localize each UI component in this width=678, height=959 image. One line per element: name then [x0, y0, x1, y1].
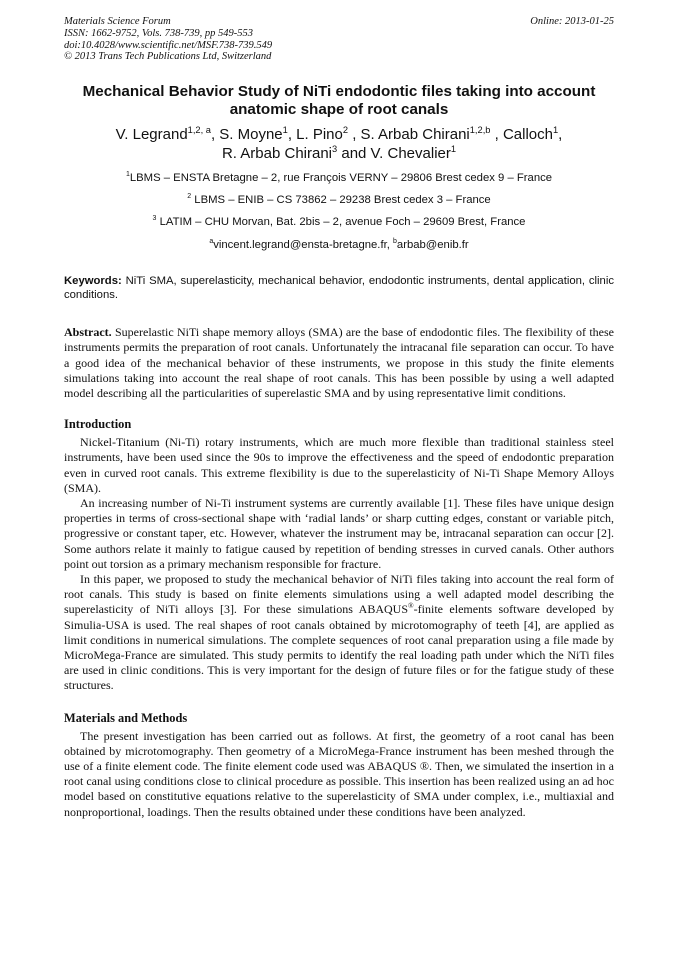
keywords-text: NiTi SMA, superelasticity, mechanical behavior, endodontic instruments, dental application, clinic conditions. — [64, 275, 614, 302]
email-mark: b — [393, 238, 397, 246]
email-address: vincent.legrand@ensta-bretagne.fr, — [213, 239, 393, 252]
section-heading-materials-methods: Materials and Methods — [64, 710, 188, 725]
affiliation-1 — [64, 171, 614, 185]
author-affil-mark: 2 — [342, 125, 349, 136]
paragraph: Nickel-Titanium (Ni-Ti) rotary instruments, which are much more flexible than traditional stainless steel instruments, have been used since the 90s to improve the effectiveness and the speed of endodontic preparation even in curved root canals. This extreme flexibility is due to the superelasticity of Ni-Ti Shape Memory Alloys (SMA). — [64, 435, 614, 495]
title-line-2: anatomic shape of root canals — [229, 101, 449, 119]
keywords — [64, 274, 614, 302]
affiliation-mark: 2 — [187, 193, 192, 201]
email-mark: a — [209, 238, 214, 246]
affiliation-mark: 3 — [152, 215, 157, 223]
author-line-2 — [64, 144, 614, 163]
journal-name: Materials Science Forum — [64, 16, 171, 27]
email-address: arbab@enib.fr — [396, 239, 469, 252]
author-name: V. Legrand — [115, 126, 188, 144]
abstract — [64, 325, 614, 401]
affiliation-3 — [64, 215, 614, 229]
paragraph-text: In this paper, we proposed to study the mechanical behavior of NiTi files taking into account the real form of root canals. This study is based on finite elements simulations using a well adapted model describing the superelasticity of NiTi alloys [3]. For these simulations ABAQUS — [64, 572, 614, 617]
author-name: R. Arbab Chirani — [221, 145, 333, 163]
journal-header — [64, 0, 614, 63]
paper-title — [64, 83, 614, 119]
section-heading-introduction: Introduction — [64, 417, 132, 432]
journal-issn: ISSN: 1662-9752, Vols. 738-739, pp 549-553 — [64, 27, 253, 39]
introduction-body — [64, 435, 614, 693]
author-list — [64, 125, 614, 163]
affiliation-2 — [64, 193, 614, 207]
author-affil-mark: 1 — [282, 125, 288, 136]
author-line-1 — [64, 125, 614, 144]
author-name: , S. Arbab Chirani — [348, 126, 470, 144]
title-line-1: Mechanical Behavior Study of NiTi endodontic files taking into account — [82, 83, 596, 101]
online-date: Online: 2013-01-25 — [530, 16, 614, 27]
registered-mark: ® — [408, 601, 414, 611]
affiliation-text: LATIM – CHU Morvan, Bat. 2bis – 2, avenue Foch – 29609 Brest, France — [156, 216, 526, 229]
keywords-label: Keywords: — [64, 275, 122, 288]
paragraph-text: -finite elements software developed by Simulia-USA is used. The real shapes of root canals obtained by microtomography of teeth [4], are applied as limit conditions in numerical simulations. The complete sequences of root canal preparation using a file made by MicroMega-France are simulated. This study permits to identify the real loading path under which the NiTi files are used in clinic conditions. This is very important for the design of future files or for the fatigue study of these structures. — [64, 602, 614, 693]
author-separator: , — [558, 126, 563, 144]
methods-body — [64, 729, 614, 820]
author-affil-mark: 3 — [332, 144, 338, 155]
author-affil-mark: 1,2,b — [469, 125, 491, 136]
author-affil-mark: 1 — [552, 125, 559, 136]
author-name: , Calloch — [490, 126, 553, 144]
author-emails — [64, 238, 614, 252]
journal-doi: doi:10.4028/www.scientific.net/MSF.738-739.549 — [64, 39, 273, 51]
abstract-text: Superelastic NiTi shape memory alloys (SMA) are the base of endodontic files. The flexibility of these instruments permits the preparation of root canals. Unfortunately the intracanal file separation can occur. To have a good idea of the mechanical behavior of these instruments, we propose in this study the finite elements simulations taking into account the real shape of root canals. This has been possible by using a well adapted model describing all the particularities of superelastic SMA and by using representative limit conditions. — [64, 325, 614, 400]
paragraph — [64, 572, 614, 694]
paragraph: The present investigation has been carried out as follows. At first, the geometry of a root canal has been obtained by microtomography. Then geometry of a MicroMega-France instrument has been meshed through the use of a finite element code. The finite element code used was ABAQUS ®. Then, we simulated the insertion in a root canal using conditions close to clinical procedure as possible. This insertion has been realized using an ad hoc model based on constitutive equations relative to the superelasticity of SMA under complex, i.e., multiaxial and nonproportional, loadings. Then the results obtained under these conditions have been analyzed. — [64, 728, 614, 819]
author-name: and V. Chevalier — [337, 145, 451, 163]
affiliation-text: LBMS – ENIB – CS 73862 – 29238 Brest cedex 3 – France — [191, 194, 491, 207]
author-affil-mark: 1,2, a — [187, 125, 211, 136]
author-name: , L. Pino — [287, 126, 343, 144]
paragraph: An increasing number of Ni-Ti instrument systems are currently available [1]. These files have unique design properties in terms of cross-sectional shape with ‘radial lands’ or sharp cutting edges, constant or variable pitch, progressive or constant taper, etc. However, whatever the instrument may be, intracanal separation can occur [2]. Some authors relate it mainly to fatigue caused by repetition of bending stresses in curved canals. Other authors point out torsion as a primary mechanism responsible for fracture. — [64, 496, 614, 571]
abstract-label: Abstract. — [64, 325, 112, 340]
affiliation-mark: 1 — [125, 171, 130, 179]
author-name: , S. Moyne — [210, 126, 283, 144]
author-affil-mark: 1 — [450, 144, 457, 155]
affiliation-text: LBMS – ENSTA Bretagne – 2, rue François VERNY – 29806 Brest cedex 9 – France — [129, 172, 553, 185]
journal-copyright: © 2013 Trans Tech Publications Ltd, Switzerland — [64, 51, 272, 63]
